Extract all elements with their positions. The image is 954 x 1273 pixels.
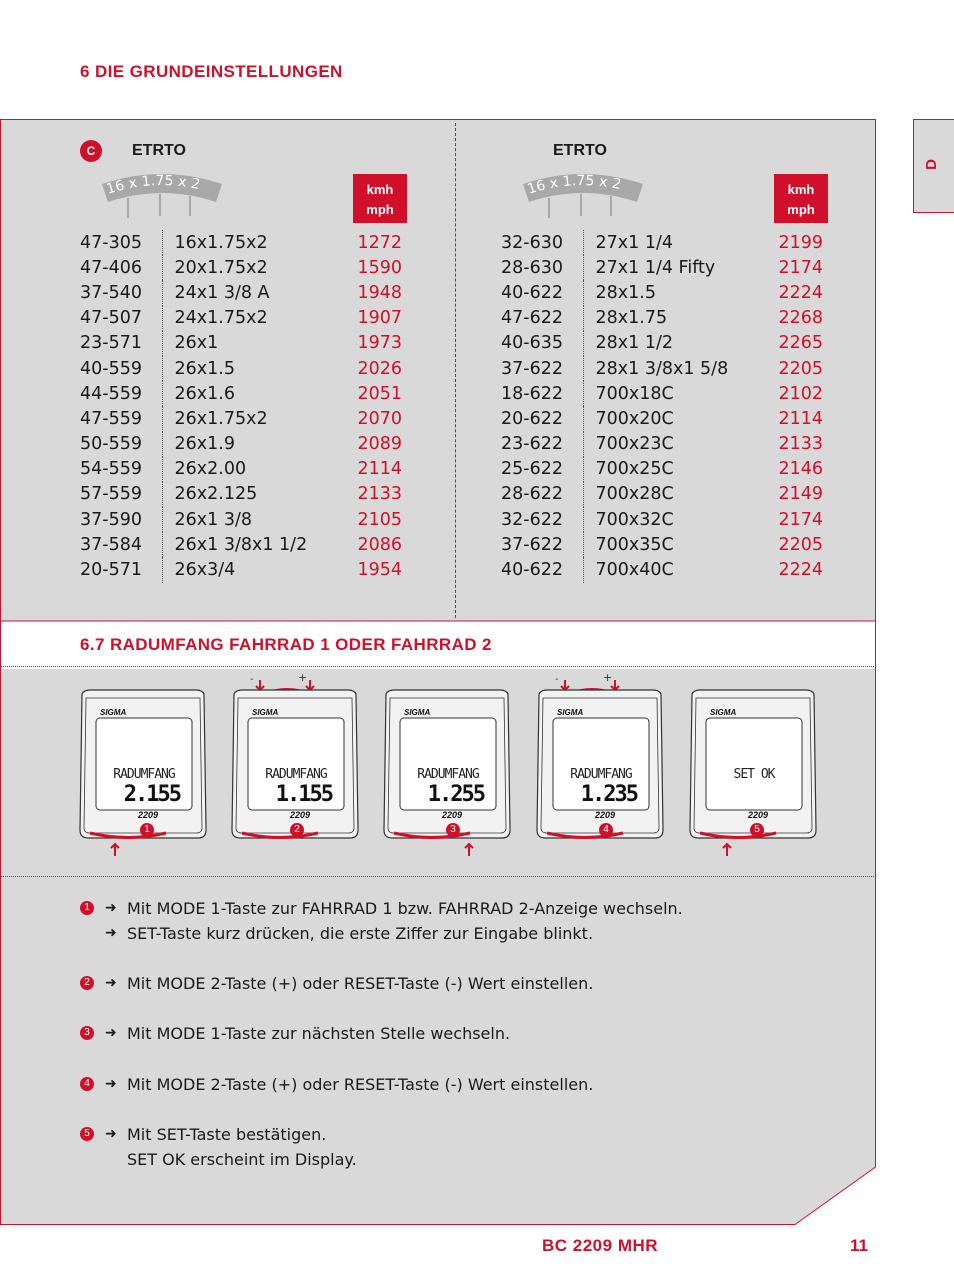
circumference-cell: 2205 [778,534,823,555]
step-item [80,971,593,996]
circumference-cell: 2174 [778,257,823,278]
table-row [501,280,823,305]
sigma-logo: SIGMA [252,708,279,717]
divider [0,876,876,877]
step-text: Mit MODE 2-Taste (+) oder RESET-Taste (-) Wert einstellen. [127,1075,594,1094]
unit-kmh-label: kmh [366,182,394,197]
etrto-cell: 54-559 [80,459,142,480]
step-number-badge: 2 [80,976,94,990]
size-cell: 26x1.75x2 [162,406,342,431]
step-text: Mit MODE 1-Taste zur nächsten Stelle wechseln. [127,1024,511,1043]
bike-computer-display [688,670,818,850]
table-row [501,230,823,255]
etrto-cell: 47-305 [80,232,142,253]
table-row [501,356,823,381]
etrto-cell: 37-584 [80,534,142,555]
size-cell: 700x18C [583,381,763,406]
etrto-cell: 47-559 [80,408,142,429]
etrto-heading-left: ETRTO [132,142,186,159]
display-line1: RADUMFANG [265,767,327,782]
model-label: 2209 [595,810,616,820]
table-row [80,457,402,482]
circumference-cell: 2026 [357,358,402,379]
table-row [501,331,823,356]
circumference-cell: 2224 [778,560,823,581]
size-cell: 20x1.75x2 [162,255,342,280]
unit-box-left [353,174,407,223]
step-text: SET-Taste kurz drücken, die erste Ziffer zur Eingabe blinkt. [127,924,594,943]
circumference-cell: 2149 [778,484,823,505]
size-cell: 24x1.75x2 [162,306,342,331]
table-row [80,482,402,507]
etrto-cell: 20-571 [80,560,142,581]
size-cell: 700x40C [583,557,763,582]
svg-text:-: - [555,674,559,685]
step-item [80,1122,357,1172]
etrto-cell: 47-507 [80,308,142,329]
unit-mph-label: mph [366,202,394,217]
step-line [80,1147,357,1172]
etrto-cell: 32-630 [501,232,563,253]
step-number-badge: 1 [80,901,94,915]
divider [0,666,876,667]
size-cell: 26x1 3/8 [162,507,342,532]
table-row [501,532,823,557]
arrow-right-icon: ➜ [105,1076,117,1092]
svg-text:16 x 1.75 x 2: 16 x 1.75 x 2 [104,172,202,198]
etrto-cell: 37-540 [80,282,142,303]
display-value: 1.255 [427,782,484,807]
section-c-badge: C [80,140,102,162]
table-row [80,406,402,431]
model-label: 2209 [748,810,769,820]
circumference-cell: 2114 [357,459,402,480]
table-row [80,507,402,532]
table-row [80,306,402,331]
etrto-cell: 40-622 [501,282,563,303]
etrto-cell: 23-571 [80,333,142,354]
circumference-cell: 2146 [778,459,823,480]
circumference-cell: 1948 [357,282,402,303]
etrto-cell: 40-635 [501,333,563,354]
bike-computer-display [230,670,360,850]
table-row [501,557,823,582]
bike-computer-display [382,670,512,850]
tire-size-arc-icon [100,170,224,220]
step-line [80,896,683,921]
step-line [80,1021,510,1046]
sigma-logo: SIGMA [404,708,431,717]
size-cell: 28x1.5 [583,280,763,305]
step-number-badge: 3 [80,1026,94,1040]
etrto-cell: 37-622 [501,358,563,379]
etrto-cell: 47-406 [80,257,142,278]
etrto-cell: 40-559 [80,358,142,379]
bike-computer-display [78,670,208,850]
etrto-cell: 20-622 [501,408,563,429]
step-text: Mit MODE 2-Taste (+) oder RESET-Taste (-) Wert einstellen. [127,974,594,993]
size-cell: 24x1 3/8 A [162,280,342,305]
size-cell: 26x2.125 [162,482,342,507]
size-cell: 700x20C [583,406,763,431]
step-number-badge: 3 [446,823,460,837]
arrow-right-icon: ➜ [105,1025,117,1041]
size-cell: 700x32C [583,507,763,532]
section-6-7-title: 6.7 RADUMFANG FAHRRAD 1 ODER FAHRRAD 2 [80,635,492,654]
etrto-cell: 44-559 [80,383,142,404]
size-cell: 26x1 3/8x1 1/2 [162,532,342,557]
step-line [80,921,683,946]
etrto-cell: 40-622 [501,560,563,581]
tire-table-left [80,230,402,583]
step-line [80,971,593,996]
size-cell: 700x25C [583,457,763,482]
size-cell: 28x1 1/2 [583,331,763,356]
circumference-cell: 2265 [778,333,823,354]
size-cell: 700x28C [583,482,763,507]
etrto-cell: 32-622 [501,509,563,530]
language-tab[interactable] [913,119,954,213]
step-text: Mit SET-Taste bestätigen. [127,1125,327,1144]
circumference-cell: 2174 [778,509,823,530]
step-text: SET OK erscheint im Display. [127,1150,357,1169]
circumference-cell: 2268 [778,308,823,329]
circumference-cell: 2089 [357,434,402,455]
model-label: 2209 [138,810,159,820]
step-item [80,1072,593,1097]
step-item [80,896,683,946]
size-cell: 26x1 [162,331,342,356]
size-cell: 28x1 3/8x1 5/8 [583,356,763,381]
display-value: 1.155 [275,782,332,807]
step-line [80,1072,593,1097]
display-line1: SET OK [733,767,775,782]
display-line1: RADUMFANG [113,767,175,782]
unit-kmh-label: kmh [787,182,815,197]
step-text: Mit MODE 1-Taste zur FAHRRAD 1 bzw. FAHRRAD 2-Anzeige wechseln. [127,899,683,918]
step-number-badge: 4 [80,1077,94,1091]
step-line [80,1122,357,1147]
sigma-logo: SIGMA [557,708,584,717]
circumference-cell: 1590 [357,257,402,278]
etrto-cell: 57-559 [80,484,142,505]
arrow-right-icon: ➜ [105,900,117,916]
svg-text:-: - [250,674,254,685]
display-value: 1.235 [580,782,637,807]
display-line1: RADUMFANG [417,767,479,782]
arrow-right-icon: ➜ [105,925,117,941]
circumference-cell: 1907 [357,308,402,329]
etrto-cell: 47-622 [501,308,563,329]
etrto-cell: 18-622 [501,383,563,404]
unit-mph-label: mph [787,202,815,217]
circumference-cell: 1272 [357,232,402,253]
table-row [80,532,402,557]
step-number-badge: 1 [140,823,154,837]
table-row [80,331,402,356]
section-title: 6 DIE GRUNDEINSTELLUNGEN [80,62,343,81]
step-number-badge: 5 [750,823,764,837]
table-row [501,457,823,482]
etrto-cell: 28-630 [501,257,563,278]
arrow-right-icon: ➜ [105,1126,117,1142]
table-row [501,306,823,331]
table-row [501,406,823,431]
table-row [501,432,823,457]
size-cell: 26x1.5 [162,356,342,381]
column-divider [455,123,456,618]
etrto-heading-right: ETRTO [553,142,607,159]
table-row [80,255,402,280]
footer-model: BC 2209 MHR [542,1236,659,1255]
circumference-cell: 1954 [357,560,402,581]
circumference-cell: 2199 [778,232,823,253]
size-cell: 26x1.9 [162,432,342,457]
table-row [80,557,402,582]
table-row [501,507,823,532]
circumference-cell: 2133 [357,484,402,505]
circumference-cell: 2114 [778,408,823,429]
circumference-cell: 2086 [357,534,402,555]
etrto-cell: 23-622 [501,434,563,455]
sigma-logo: SIGMA [710,708,737,717]
etrto-cell: 28-622 [501,484,563,505]
step-item [80,1021,510,1046]
page-number: 11 [850,1236,868,1255]
bike-computer-display [535,670,665,850]
table-row [80,230,402,255]
etrto-cell: 37-590 [80,509,142,530]
language-tab-label: D [922,159,940,170]
etrto-cell: 50-559 [80,434,142,455]
size-cell: 28x1.75 [583,306,763,331]
size-cell: 700x35C [583,532,763,557]
table-row [80,432,402,457]
circumference-cell: 2051 [357,383,402,404]
circumference-cell: 2070 [357,408,402,429]
model-label: 2209 [290,810,311,820]
tire-size-arc-icon [521,170,645,220]
model-label: 2209 [442,810,463,820]
table-row [501,255,823,280]
size-cell: 700x23C [583,432,763,457]
tire-table-right [501,230,823,583]
svg-text:16 x 1.75 x 2: 16 x 1.75 x 2 [525,172,623,198]
circumference-cell: 2133 [778,434,823,455]
table-row [501,381,823,406]
circumference-cell: 1973 [357,333,402,354]
display-line1: RADUMFANG [570,767,632,782]
size-cell: 26x2.00 [162,457,342,482]
etrto-cell: 25-622 [501,459,563,480]
svg-text:+: + [603,671,613,684]
step-number-badge: 5 [80,1127,94,1141]
step-number-badge: 4 [599,823,613,837]
size-cell: 27x1 1/4 [583,230,763,255]
size-cell: 26x3/4 [162,557,342,582]
circumference-cell: 2102 [778,383,823,404]
sigma-logo: SIGMA [100,708,127,717]
display-value: 2.155 [123,782,180,807]
table-row [80,381,402,406]
unit-box-right [774,174,828,223]
step-number-badge: 2 [290,823,304,837]
circumference-cell: 2105 [357,509,402,530]
size-cell: 26x1.6 [162,381,342,406]
table-row [80,356,402,381]
size-cell: 27x1 1/4 Fifty [583,255,763,280]
etrto-cell: 37-622 [501,534,563,555]
size-cell: 16x1.75x2 [162,230,342,255]
circumference-cell: 2224 [778,282,823,303]
table-row [80,280,402,305]
circumference-cell: 2205 [778,358,823,379]
table-row [501,482,823,507]
arrow-right-icon: ➜ [105,975,117,991]
svg-text:+: + [298,671,308,684]
